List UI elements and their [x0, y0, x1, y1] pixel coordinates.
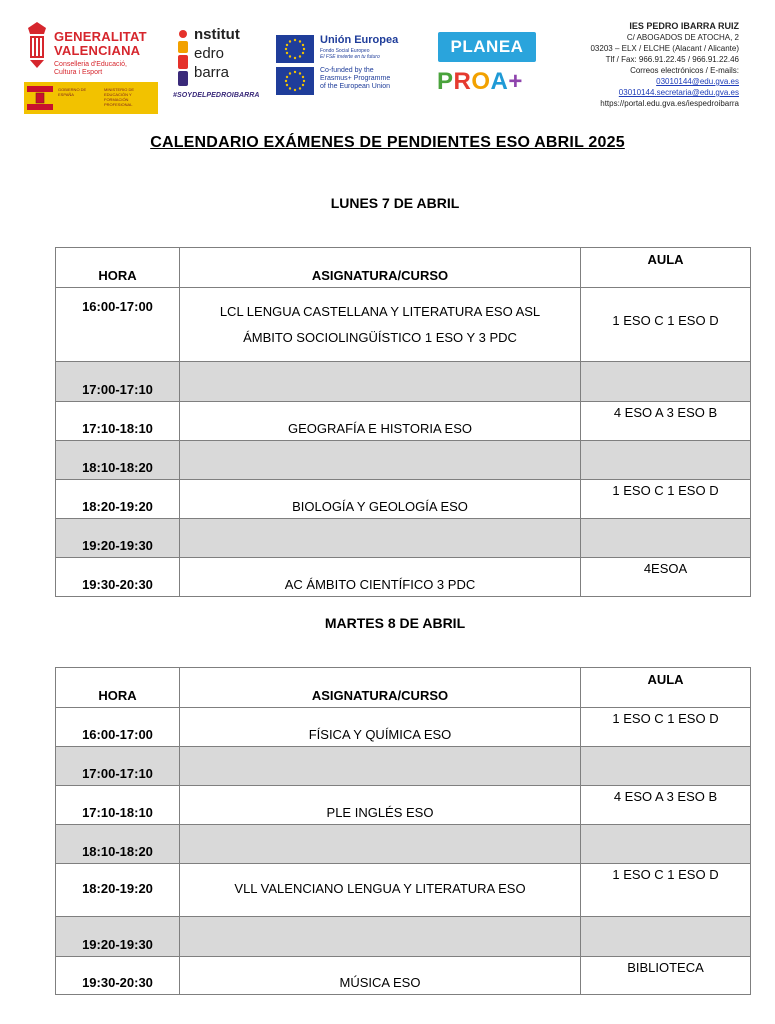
proa-plus-logo: PROA+: [437, 68, 523, 95]
time-cell: 18:20-19:20: [56, 480, 180, 519]
time-cell: 19:30-20:30: [56, 957, 180, 995]
school-city: 03203 – ELX / ELCHE (Alacant / Alicante): [590, 44, 739, 53]
eu-flag-icon: [276, 35, 314, 63]
time-cell: 17:10-18:10: [56, 402, 180, 441]
room-cell: 1 ESO C 1 ESO D: [581, 288, 751, 362]
time-cell: 18:20-19:20: [56, 864, 180, 917]
eu-title: Unión Europea: [320, 34, 399, 46]
eu-flag-icon: [276, 67, 314, 95]
subject-cell: [180, 362, 581, 402]
table-row: [56, 864, 751, 917]
subject-cell: AC ÁMBITO CIENTÍFICO 3 PDC: [180, 558, 581, 597]
planea-proa-logo: [437, 32, 537, 102]
subject-cell: GEOGRAFÍA E HISTORIA ESO: [180, 402, 581, 441]
letterhead: [0, 0, 775, 125]
header-asignatura: ASIGNATURA/CURSO: [180, 668, 581, 708]
school-email-link[interactable]: 03010144@edu.gva.es: [656, 77, 739, 86]
subject-cell: [180, 519, 581, 558]
time-cell: 16:00-17:00: [56, 288, 180, 362]
subject-cell: BIOLOGÍA Y GEOLOGÍA ESO: [180, 480, 581, 519]
subject-cell: [180, 917, 581, 957]
header-aula: AULA: [581, 248, 751, 288]
subject-cell: VLL VALENCIANO LENGUA Y LITERATURA ESO: [180, 864, 581, 917]
day-title-martes: MARTES 8 DE ABRIL: [324, 615, 466, 631]
table-row: [56, 558, 751, 597]
subject-cell: [180, 747, 581, 786]
room-cell: 4 ESO A 3 ESO B: [581, 402, 751, 441]
school-contact-block: [590, 21, 739, 109]
room-cell: [581, 747, 751, 786]
table-header-row: [56, 248, 751, 288]
gobierno-text: GOBIERNO DE ESPAÑA: [58, 87, 87, 97]
subject-cell: [180, 825, 581, 864]
planea-logo: PLANEA: [438, 32, 536, 62]
generalitat-valenciana-logo: [24, 20, 164, 116]
table-row: [56, 825, 751, 864]
table-row: [56, 917, 751, 957]
institut-hashtag: #SOYDELPEDROIBARRA: [173, 92, 260, 99]
institut-line1: nstitut: [194, 26, 240, 43]
room-cell: 4ESOA: [581, 558, 751, 597]
school-emails-label: Correos electrónicos / E-mails:: [630, 66, 739, 75]
time-cell: 19:30-20:30: [56, 558, 180, 597]
table-row: [56, 362, 751, 402]
school-secretaria-email-link[interactable]: 03010144.secretaria@edu.gva.es: [618, 88, 739, 97]
table-row: [56, 402, 751, 441]
table-row: [56, 708, 751, 747]
room-cell: 1 ESO C 1 ESO D: [581, 708, 751, 747]
institut-i-icon: [175, 30, 191, 88]
school-name: IES PEDRO IBARRA RUIZ: [629, 21, 739, 31]
subject-cell: FÍSICA Y QUÍMICA ESO: [180, 708, 581, 747]
table-row: [56, 441, 751, 480]
table-row: [56, 480, 751, 519]
table-row: [56, 747, 751, 786]
school-address: C/ ABOGADOS DE ATOCHA, 2: [626, 33, 739, 42]
time-cell: 19:20-19:30: [56, 519, 180, 558]
eu-fund-text: Fondo Social Europeo El FSE invierte en tu futuro: [320, 48, 380, 60]
time-cell: 16:00-17:00: [56, 708, 180, 747]
table-row: [56, 288, 751, 362]
room-cell: 1 ESO C 1 ESO D: [581, 480, 751, 519]
schedule-table-lunes: [55, 247, 751, 597]
time-cell: 18:10-18:20: [56, 825, 180, 864]
header-aula: AULA: [581, 668, 751, 708]
header-hora: HORA: [56, 248, 180, 288]
institut-line3: barra: [194, 64, 230, 81]
table-row: [56, 519, 751, 558]
time-cell: 17:00-17:10: [56, 747, 180, 786]
school-website[interactable]: https://portal.edu.gva.es/iespedroibarra: [600, 99, 739, 108]
gva-name: GENERALITAT VALENCIANA: [54, 29, 147, 58]
schedule-table-martes: [55, 667, 751, 995]
institut-line2: edro: [194, 45, 225, 62]
time-cell: 19:20-19:30: [56, 917, 180, 957]
document-title: CALENDARIO EXÁMENES DE PENDIENTES ESO ABRIL 2025: [150, 134, 625, 151]
subject-cell: PLE INGLÉS ESO: [180, 786, 581, 825]
room-cell: [581, 917, 751, 957]
room-cell: [581, 519, 751, 558]
subject-line: ÁMBITO SOCIOLINGÜÍSTICO 1 ESO Y 3 PDC: [243, 330, 517, 345]
room-cell: 4 ESO A 3 ESO B: [581, 786, 751, 825]
union-europea-logo: [276, 30, 426, 100]
gobierno-espana-logo: [24, 82, 158, 114]
ministerio-text: MINISTERIO DE EDUCACIÓN Y FORMACIÓN PROFESIONAL: [104, 87, 135, 107]
room-cell: [581, 825, 751, 864]
spain-coat-of-arms-icon: [27, 86, 53, 110]
time-cell: 17:00-17:10: [56, 362, 180, 402]
subject-line: LCL LENGUA CASTELLANA Y LITERATURA ESO ASL: [219, 304, 541, 319]
table-row: [56, 957, 751, 995]
table-header-row: [56, 668, 751, 708]
table-row: [56, 786, 751, 825]
time-cell: 18:10-18:20: [56, 441, 180, 480]
time-cell: 17:10-18:10: [56, 786, 180, 825]
gva-department: Conselleria d'Educació, Cultura i Esport: [54, 61, 127, 76]
header-hora: HORA: [56, 668, 180, 708]
room-cell: [581, 362, 751, 402]
subject-cell: [180, 441, 581, 480]
room-cell: [581, 441, 751, 480]
room-cell: BIBLIOTECA: [581, 957, 751, 995]
school-phone: Tlf / Fax: 966.91.22.45 / 966.91.22.46: [605, 55, 739, 64]
room-cell: 1 ESO C 1 ESO D: [581, 864, 751, 917]
institut-pedro-ibarra-logo: [173, 24, 263, 110]
day-title-lunes: LUNES 7 DE ABRIL: [330, 195, 460, 211]
header-asignatura: ASIGNATURA/CURSO: [180, 248, 581, 288]
erasmus-cofund-text: Co-funded by the Erasmus+ Programme of the European Union: [320, 67, 391, 90]
generalitat-emblem-icon: [24, 20, 50, 70]
subject-cell: MÚSICA ESO: [180, 957, 581, 995]
subject-cell: [180, 288, 581, 362]
